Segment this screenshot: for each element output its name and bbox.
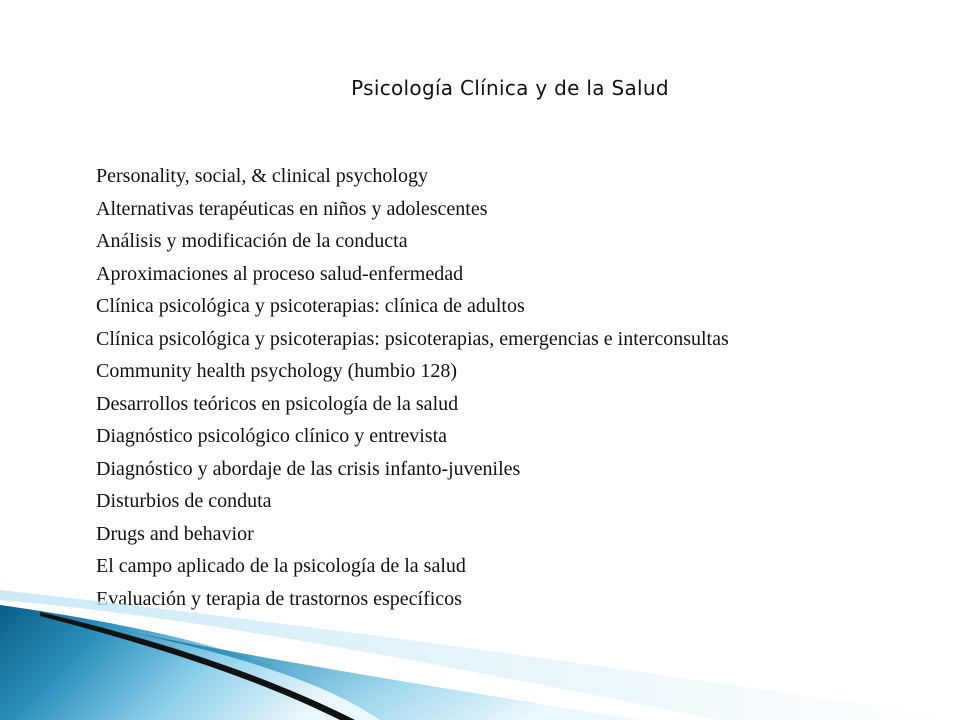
- list-item: Alternativas terapéuticas en niños y adolescentes: [96, 197, 488, 220]
- list-item: Drugs and behavior: [96, 522, 254, 545]
- list-item: Personality, social, & clinical psychology: [96, 165, 428, 187]
- list-item: El campo aplicado de la psicología de la salud: [96, 555, 466, 577]
- subject-list: [96, 160, 729, 615]
- list-item: Análisis y modificación de la conducta: [96, 230, 408, 252]
- slide-title: Psicología Clínica y de la Salud: [351, 76, 669, 100]
- list-item: Diagnóstico psicológico clínico y entrevista: [96, 425, 448, 447]
- list-item: Clínica psicológica y psicoterapias: clínica de adultos: [96, 295, 525, 317]
- list-item: Desarrollos teóricos en psicología de la salud: [96, 392, 459, 415]
- list-item: Disturbios de conduta: [96, 490, 272, 512]
- list-item: Aproximaciones al proceso salud-enfermedad: [96, 262, 464, 285]
- list-item: Diagnóstico y abordaje de las crisis infanto-juveniles: [96, 457, 521, 480]
- decorative-wave: [0, 590, 960, 720]
- list-item: Community health psychology (humbio 128): [96, 360, 458, 382]
- list-item: Evaluación y terapia de trastornos específicos: [96, 587, 462, 610]
- list-item: Clínica psicológica y psicoterapias: psicoterapias, emergencias e interconsultas: [96, 327, 729, 350]
